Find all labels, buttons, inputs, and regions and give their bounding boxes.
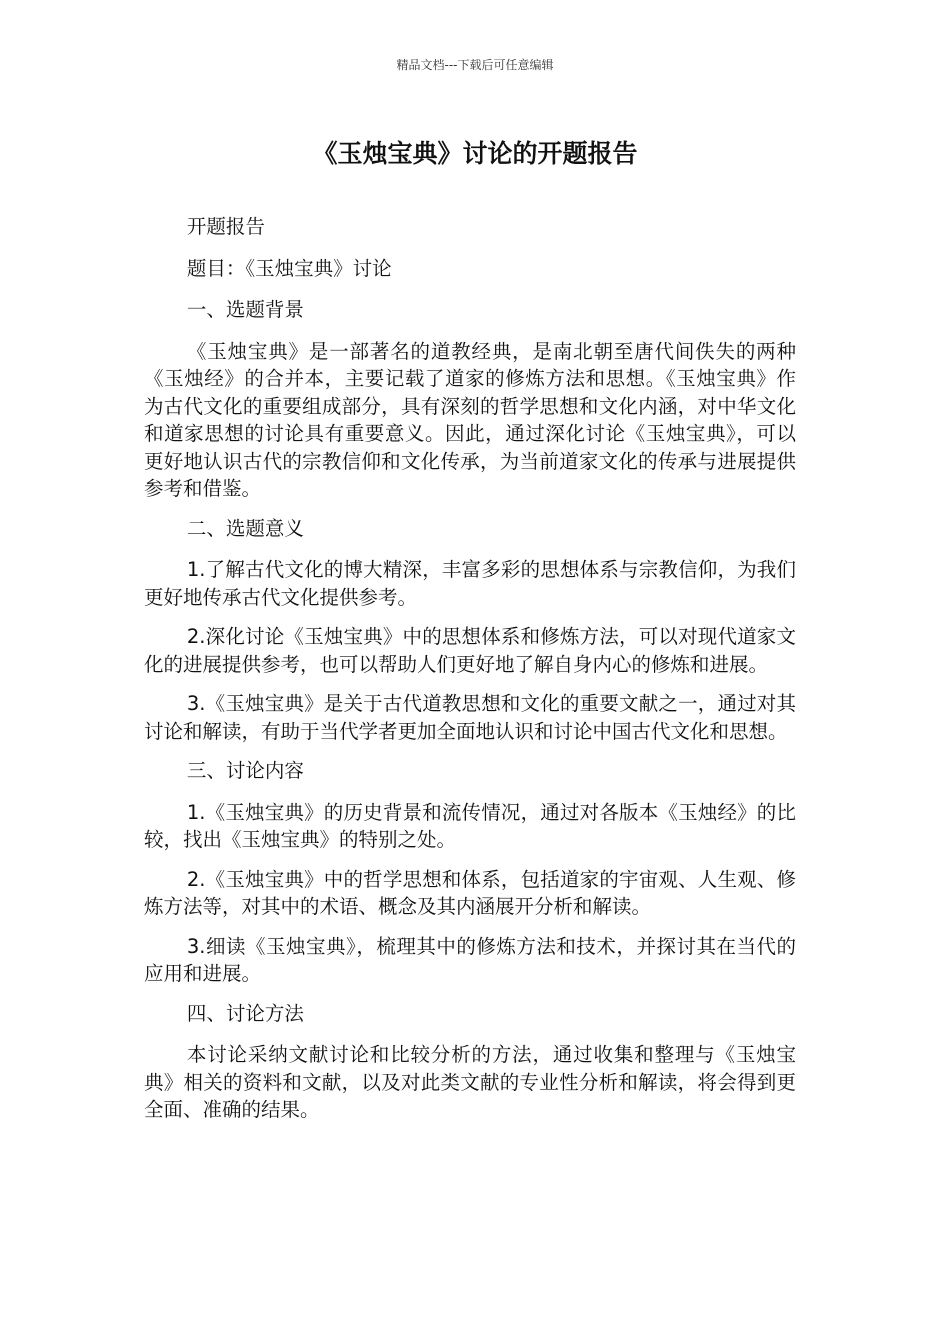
header-note: 精品文档---下载后可任意编辑	[396, 58, 554, 72]
paragraph-topic: 题目：《玉烛宝典》讨论	[186, 256, 392, 280]
section-heading-method: 四、讨论方法	[186, 1001, 304, 1025]
paragraph-content-1: 1.《玉烛宝典》的历史背景和流传情况，通过对各版本《玉烛经》的比较，找出《玉烛宝典》的特别之处。	[144, 800, 796, 851]
document-body	[144, 213, 796, 1124]
section-heading-content: 三、讨论内容	[186, 759, 304, 782]
paragraph-label: 开题报告	[186, 215, 265, 238]
paragraph-background: 《玉烛宝典》是一部著名的道教经典，是南北朝至唐代间佚失的两种《玉烛经》的合并本，主要记载了道家的修炼方法和思想。《玉烛宝典》作为古代文化的重要组成部分，具有深刻的哲学思想和文化内涵，对中华文化和道家思想的讨论具有重要意义。因此，通过深化讨论《玉烛宝典》，可以更好地认识古代的宗教信仰和文化传承，为当前道家文化的传承与进展提供参考和借鉴。	[144, 339, 796, 500]
section-heading-significance: 二、选题意义	[186, 516, 304, 540]
paragraph-significance-1: 1.了解古代文化的博大精深，丰富多彩的思想体系与宗教信仰，为我们更好地传承古代文化提供参考。	[144, 558, 796, 609]
paragraph-content-3: 3.细读《玉烛宝典》，梳理其中的修炼方法和技术，并探讨其在当代的应用和进展。	[144, 934, 796, 985]
section-heading-background: 一、选题背景	[186, 298, 304, 321]
paragraph-method: 本讨论采纳文献讨论和比较分析的方法，通过收集和整理与《玉烛宝典》相关的资料和文献，以及对此类文献的专业性分析和解读，将会得到更全面、准确的结果。	[144, 1043, 796, 1121]
paragraph-significance-2: 2.深化讨论《玉烛宝典》中的思想体系和修炼方法，可以对现代道家文化的进展提供参考，也可以帮助人们更好地了解自身内心的修炼和进展。	[144, 625, 796, 676]
paragraph-significance-3: 3.《玉烛宝典》是关于古代道教思想和文化的重要文献之一，通过对其讨论和解读，有助于当代学者更加全面地认识和讨论中国古代文化和思想。	[144, 692, 796, 743]
document-title: 《玉烛宝典》讨论的开题报告	[312, 139, 638, 168]
paragraph-content-2: 2.《玉烛宝典》中的哲学思想和体系，包括道家的宇宙观、人生观、修炼方法等，对其中的术语、概念及其内涵展开分析和解读。	[144, 867, 796, 918]
